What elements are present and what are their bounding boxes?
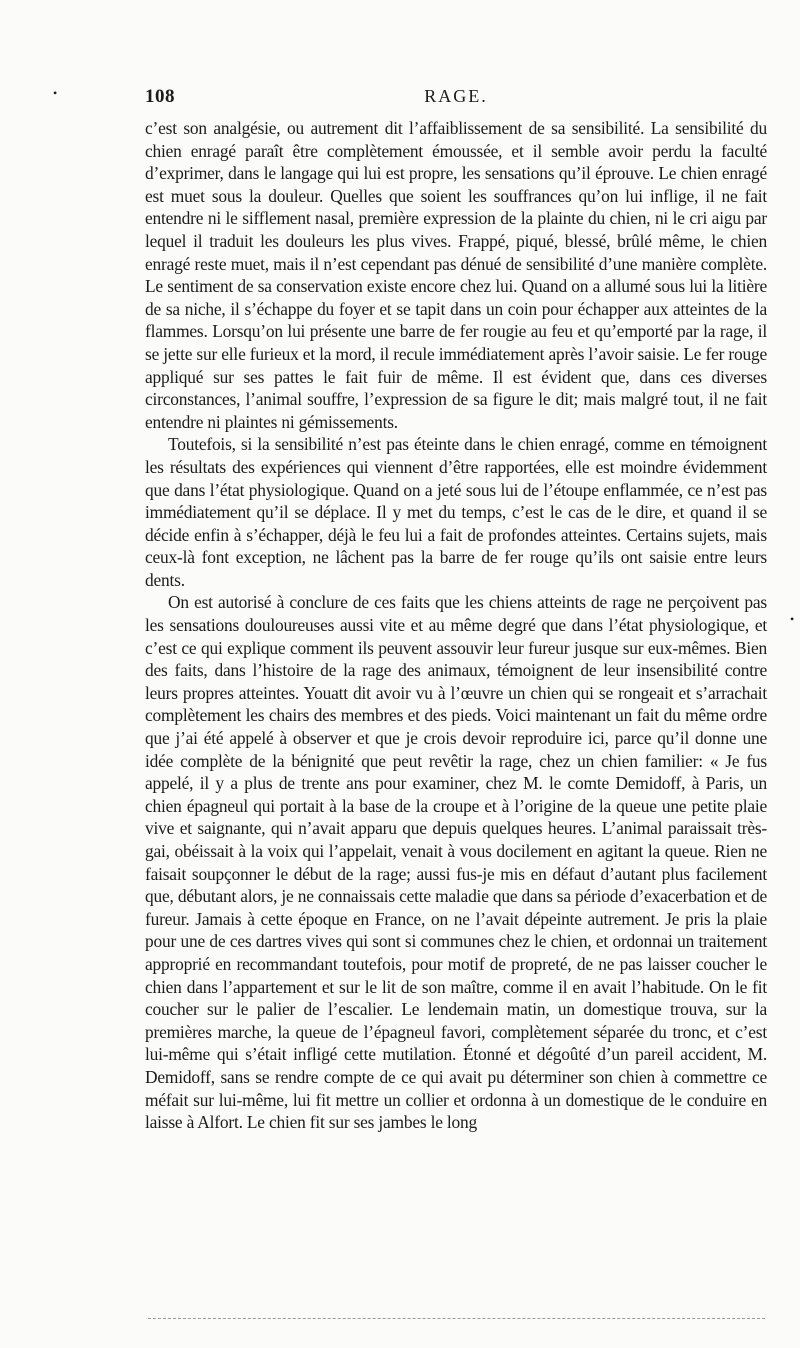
paragraph: Toutefois, si la sensibilité n’est pas éteinte dans le chien enragé, comme en témoignent les résultats des expériences qui viennent d’être rapportées, elle est moindre évidemment que dans l’état physiologique. Quand on a jeté sous lui de l’étoupe enflammée, ce n’est pas immédiatement qu’il se déplace. Il y met du temps, c’est le cas de le dire, et quand il se décide enfin à s’échapper, déjà le feu lui a fait de profondes atteintes. Certains sujets, mais ceux-là font exception, ne lâchent pas la barre de fer rouge qu’ils ont saisie entre leurs dents. [145, 434, 767, 590]
margin-mark: • [790, 612, 795, 626]
margin-mark: • [53, 86, 58, 100]
running-head: RAGE. [424, 86, 488, 106]
footer-rule [148, 1318, 765, 1319]
paragraph: c’est son analgésie, ou autrement dit l’affaiblissement de sa sensibilité. La sensibilité du chien enragé paraît être complètement émoussée, et il semble avoir perdu la faculté d’exprimer, dans le langage qui lui est propre, les sensations qu’il éprouve. Le chien enragé est muet sous la douleur. Quelles que soient les souffrances qu’on lui inflige, il ne fait entendre ni le sifflement nasal, première expression de la plainte du chien, ni le cri aigu par lequel il traduit les douleurs les plus vives. Frappé, piqué, blessé, brûlé même, le chien enragé reste muet, mais il n’est cependant pas dénué de sensibilité d’une manière complète. Le sentiment de sa conservation existe encore chez lui. Quand on a allumé sous lui la litière de sa niche, il s’échappe du foyer et se tapit dans un coin pour échapper aux atteintes de la flammes. Lorsqu’on lui présente une barre de fer rougie au feu et qu’emporté par la rage, il se jette sur elle furieux et la mord, il recule immédiatement après l’avoir saisie. Le fer rouge appliqué sur ses pattes le fait fuir de même. Il est évident que, dans ces diverses circonstances, l’animal souffre, l’expression de sa figure le dit; mais malgré tout, il ne fait entendre ni plaintes ni gémissements. [145, 118, 767, 432]
body-text [145, 117, 767, 1134]
page-header [145, 86, 767, 112]
page-number: 108 [145, 86, 175, 107]
paragraph: On est autorisé à conclure de ces faits que les chiens atteints de rage ne perçoivent pas les sensations douloureuses aussi vite et au même degré que dans l’état physiologique, et c’est ce qui explique comment ils peuvent assouvir leur fureur jusque sur eux-mêmes. Bien des faits, dans l’histoire de la rage des animaux, témoignent de leur insensibilité contre leurs propres atteintes. Youatt dit avoir vu à l’œuvre un chien qui se rongeait et s’arrachait complètement les chairs des membres et des pieds. Voici maintenant un fait du même ordre que j’ai été appelé à observer et que je crois devoir reproduire ici, parce qu’il donne une idée complète de la bénignité que peut revêtir la rage, chez un chien familier: « Je fus appelé, il y a plus de trente ans pour examiner, chez M. le comte Demidoff, à Paris, un chien épagneul qui portait à la base de la croupe et à l’origine de la queue une petite plaie vive et saignante, qui n’avait apparu que depuis quelques heures. L’animal paraissait très-gai, obéissait à la voix qui l’appelait, venait à vous docilement en agitant la queue. Rien ne faisait soupçonner le début de la rage; aussi fus-je mis en défaut d’autant plus facilement que, débutant alors, je ne connaissais cette maladie que dans sa période d’exacerbation et de fureur. Jamais à cette époque en France, on ne l’avait dépeinte autrement. Je pris la plaie pour une de ces dartres vives qui sont si communes chez le chien, et ordonnai un traitement approprié en recommandant toutefois, pour motif de propreté, de ne pas laisser coucher le chien dans l’appartement et sur le lit de son maître, comme il en avait l’habitude. On le fit coucher sur le palier de l’escalier. Le lendemain matin, un domestique trouva, sur la premières marche, la queue de l’épagneul favori, complètement séparée du tronc, et c’est lui-même qui s’était infligé cette mutilation. Étonné et dégoûté d’un pareil accident, M. Demidoff, sans se rendre compte de ce qui avait pu déterminer son chien à commettre ce méfait sur lui-même, lui fit mettre un collier et ordonna à un domestique de le conduire en laisse à Alfort. Le chien fit sur ses jambes le long [145, 592, 767, 1133]
